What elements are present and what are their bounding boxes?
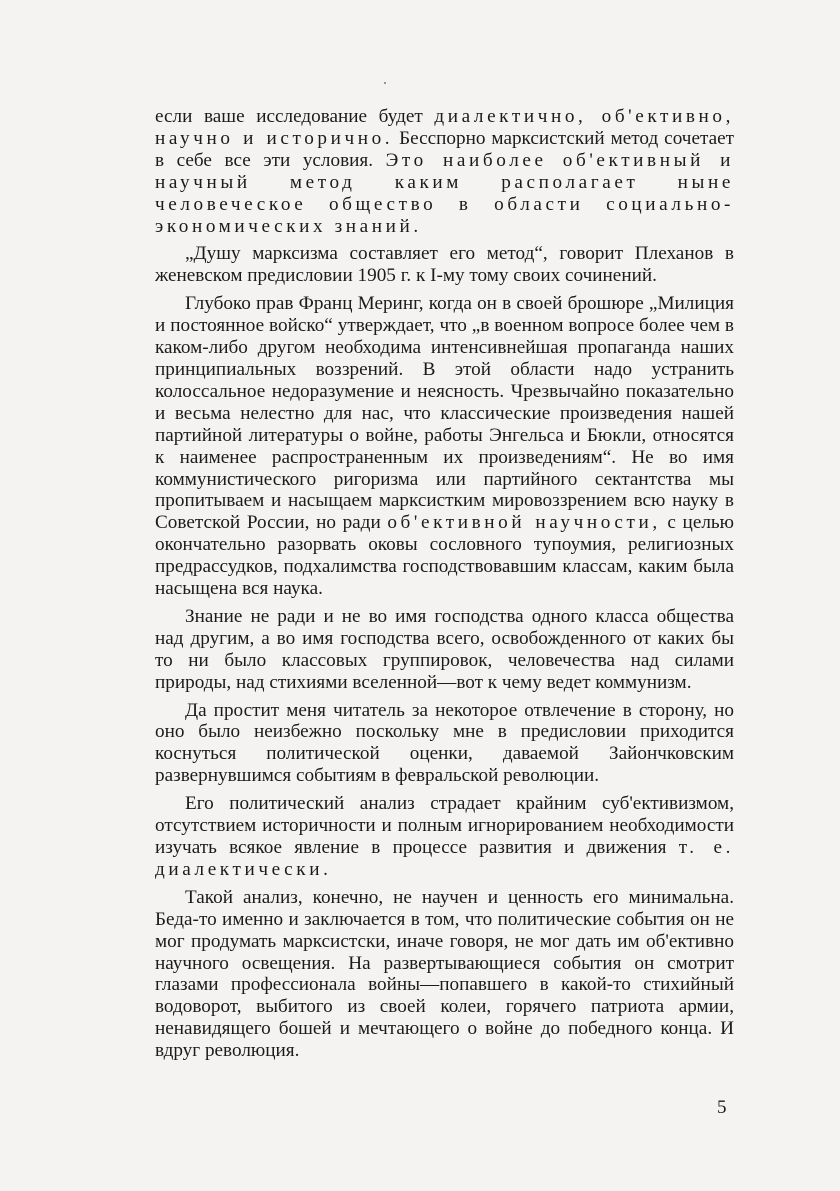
paragraph-3-spaced-text: об'ективной научности,: [387, 512, 661, 534]
paragraph-3-text-2: с целью окончательно разорвать оковы сословного тупоумия, религиозных предрассудков, подхалимства господствовавшим классам, каким была насыщена вся наука.: [155, 512, 734, 600]
paragraph-5: [155, 700, 734, 788]
paragraph-5-text: Да простит меня читатель за некоторое отвлечение в сторону, но оно было неизбежно поскольку мне в предисловии приходится коснуться политической оценки, даваемой Зайончковским развернувшимся событиям в февральской революции.: [155, 699, 734, 787]
paragraph-1-text-2: Бесспорно марксистский метод сочетает в себе все эти условия.: [155, 127, 734, 171]
paragraph-3-text: Глубоко прав Франц Меринг, когда он в своей брошюре „Милиция и постоянное войско“ утверждает, что „в военном вопросе более чем в каком-либо другом необходима интенсивнейшая пропаганда наших принципиальных воззрений. В этой области надо устранить колоссальное недоразумение и неясность. Чрезвычайно показательно и весьма нелестно для нас, что классические произведения нашей партийной литературы о войне, работы Энгельса и Бюкли, относятся к наименее распространенным их произведениям“. Не во имя коммунистического ригоризма или партийного сектантства мы пропитываем и насыщаем марксистким мировоззрением всю науку в Советской России, но ради: [155, 293, 734, 534]
paragraph-7-text: Такой анализ, конечно, не научен и ценность его минимальна. Беда-то именно и заключается в том, что политические события он не мог продумать марксистски, иначе говоря, не мог дать им об'ективно научного освещения. На развертывающиеся события он смотрит глазами профессионала войны—попавшего в какой-то стихийный водоворот, выбитого из своей колеи, горячего патриота армии, ненавидящего бошей и мечтающего о войне до победного конца. И вдруг революция.: [155, 886, 734, 1062]
paragraph-1-text: если ваше исследование будет: [155, 106, 435, 127]
paragraph-6-text: Его политический анализ страдает крайним суб'ективизмом, отсутствием историчности и полным игнорированием необходимости изучать всякое явление в процессе развития и движения: [155, 793, 734, 858]
page-body-text: [155, 106, 734, 1068]
paragraph-1: [155, 106, 734, 237]
paragraph-7: [155, 887, 734, 1062]
print-speck: [384, 82, 386, 84]
paragraph-3: [155, 293, 734, 600]
paragraph-2-text: „Душу марксизма составляет его метод“, говорит Плеханов в женевском предисловии 1905 г. к I-му тому своих сочинений.: [155, 243, 734, 287]
paragraph-6: [155, 793, 734, 881]
paragraph-2: [155, 243, 734, 287]
paragraph-6-spaced-text: т. е. диалектически.: [155, 837, 734, 880]
paragraph-1-spaced-text-2: Это наиболее об'ективный и научный метод каким располагает ныне человеческое общество в области социально-экономических знаний.: [155, 149, 734, 237]
paragraph-4: [155, 606, 734, 694]
page-number: 5: [717, 1097, 727, 1118]
paragraph-1-spaced-text: диалектично, об'ективно, научно и исторично.: [155, 106, 734, 149]
paragraph-4-text: Знание не ради и не во имя господства одного класса общества над другим, а во имя господства всего, освобожденного от каких бы то ни было классовых группировок, человечества над силами природы, над стихиями вселенной—вот к чему ведет коммунизм.: [155, 605, 734, 693]
